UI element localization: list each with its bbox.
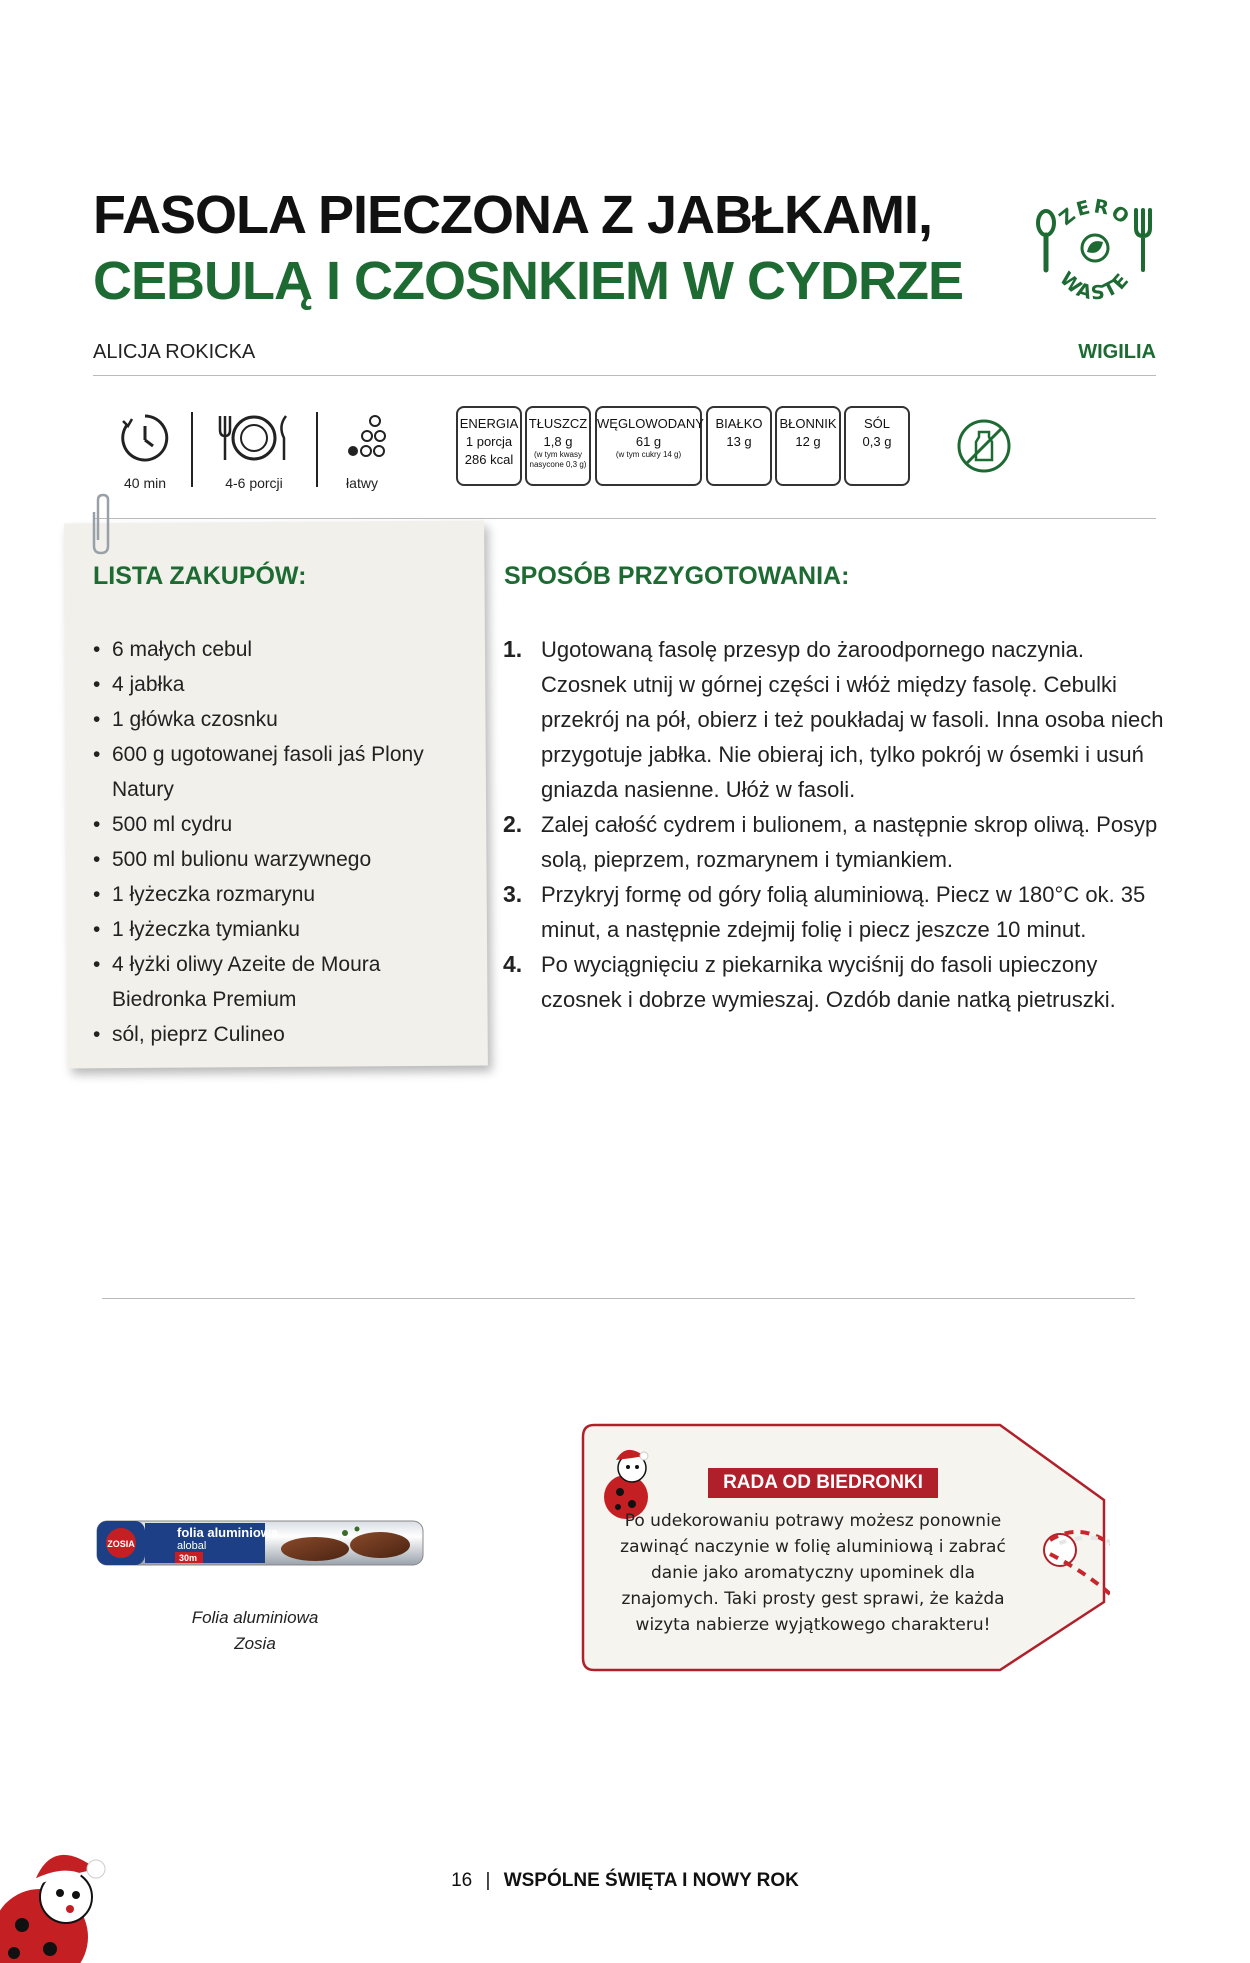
lactose-free-icon xyxy=(956,418,1012,474)
divider-nutrition xyxy=(93,518,1156,519)
step-item: 3. Przykryj formę od góry folią aluminiową. Piecz w 180°C ok. 35 minut, a następnie zdejmij folię i piecz jeszcze 10 minut. xyxy=(503,881,1146,942)
svg-text:ZOSIA: ZOSIA xyxy=(107,1539,135,1549)
step-item: 4. Po wyciągnięciu z piekarnika wyciśnij do fasoli upieczony czosnek i dobrze wymieszaj. Ozdób danie natką pietruszki. xyxy=(503,951,1116,1012)
page-footer xyxy=(0,1870,1250,1892)
svg-text:ZERO: ZERO xyxy=(1055,195,1135,230)
list-item: • 6 małych cebul xyxy=(93,632,463,667)
svg-text:folia aluminiowa: folia aluminiowa xyxy=(177,1525,279,1540)
list-item: • 4 łyżki oliwy Azeite de Moura Biedronka Premium xyxy=(93,947,463,1017)
paperclip-icon xyxy=(88,492,114,556)
list-item: • 600 g ugotowanej fasoli jaś Plony Natury xyxy=(93,737,463,807)
meta-separator-1 xyxy=(191,412,193,487)
svg-text:alobal: alobal xyxy=(177,1540,207,1552)
title-line-1: FASOLA PIECZONA Z JABŁKAMI, xyxy=(93,185,933,245)
method-heading: SPOSÓB PRZYGOTOWANIA: xyxy=(504,562,850,590)
meta-separator-2 xyxy=(316,412,318,487)
tip-title: RADA OD BIEDRONKI xyxy=(708,1468,938,1498)
meta-time xyxy=(112,412,178,491)
list-item: • 500 ml bulionu warzywnego xyxy=(93,842,463,877)
nutrition-energy: ENERGIA 1 porcja 286 kcal xyxy=(456,406,522,486)
ladybug-mascot-icon xyxy=(0,1825,125,1963)
list-item: • 4 jabłka xyxy=(93,667,463,702)
product-caption: Folia aluminiowa Zosia xyxy=(191,1608,319,1653)
meta-difficulty xyxy=(332,412,392,491)
list-item: • sól, pieprz Culineo xyxy=(93,1017,463,1052)
list-item: • 500 ml cydru xyxy=(93,807,463,842)
tip-text: Po udekorowaniu potrawy możesz ponownie zawinąć naczynie w folię aluminiową i zabrać danie jako aromatyczny upominek dla znajomych. Taki prosty gest sprawi, że każda wizyta nabierze wyjątkowego charakteru! xyxy=(620,1511,1006,1635)
divider-bottom xyxy=(102,1298,1135,1299)
method-steps xyxy=(503,632,1168,1017)
nutrition-salt: SÓL 0,3 g xyxy=(844,406,910,486)
step-item: 1. Ugotowaną fasolę przesyp do żaroodpornego naczynia. Czosnek utnij w górnej części i włóż między fasolę. Cebulki przekrój na pół, obierz i też poukładaj w fasoli. Inna osoba niech przygotuje jabłka. Nie obieraj ich, tylko pokrój w ósemki i usuń gniazda nasienne. Ułóż w fasoli. xyxy=(503,636,1164,802)
meta-portions xyxy=(214,412,294,491)
title-line-2: CEBULĄ I CZOSNKIEM W CYDRZE xyxy=(93,251,963,311)
recipe-title xyxy=(93,182,1023,314)
svg-text:WASTE: WASTE xyxy=(1055,267,1135,305)
list-item: • 1 główka czosnku xyxy=(93,702,463,737)
nutrition-fiber: BŁONNIK 12 g xyxy=(775,406,841,486)
portions-label: 4-6 porcji xyxy=(225,475,283,491)
ingredient-list xyxy=(93,632,463,1052)
divider-top xyxy=(93,375,1156,376)
page-number: 16 xyxy=(451,1870,473,1891)
shopping-heading: LISTA ZAKUPÓW: xyxy=(93,562,307,590)
time-label: 40 min xyxy=(123,475,167,491)
zero-waste-badge-icon xyxy=(1030,188,1160,313)
list-item: • 1 łyżeczka tymianku xyxy=(93,912,463,947)
foil-product-image xyxy=(95,1515,425,1571)
difficulty-dots-icon xyxy=(337,412,387,464)
plate-cutlery-icon xyxy=(214,412,294,464)
footer-separator: | xyxy=(485,1870,491,1891)
list-item: • 1 łyżeczka rozmarynu xyxy=(93,877,463,912)
author: ALICJA ROKICKA xyxy=(93,341,256,363)
nutrition-carbs: WĘGLOWODANY 61 g (w tym cukry 14 g) xyxy=(595,406,702,486)
footer-title: WSPÓLNE ŚWIĘTA I NOWY ROK xyxy=(503,1870,799,1891)
difficulty-label: łatwy xyxy=(346,475,378,491)
clock-icon xyxy=(119,412,171,464)
svg-text:30m: 30m xyxy=(179,1553,198,1563)
step-item: 2. Zalej całość cydrem i bulionem, a następnie skrop oliwą. Posyp solą, pieprzem, rozmarynem i tymiankiem. xyxy=(503,811,1158,872)
category: WIGILIA xyxy=(1078,341,1156,363)
nutrition-fat: TŁUSZCZ 1,8 g (w tym kwasy nasycone 0,3 g) xyxy=(525,406,591,486)
nutrition-protein: BIAŁKO 13 g xyxy=(706,406,772,486)
